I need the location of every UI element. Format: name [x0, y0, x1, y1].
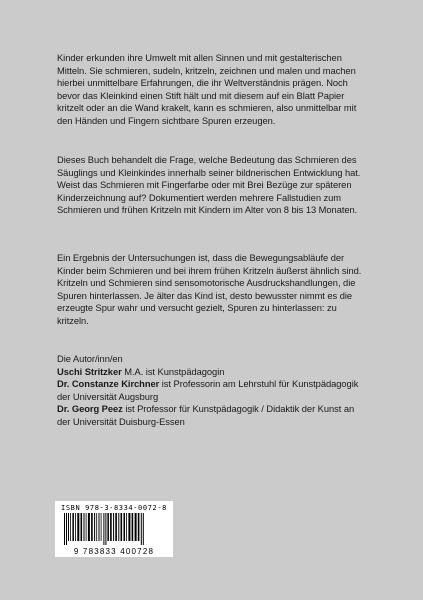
author-desc: ist Professor für Kunstpädagogik / Didaktik der Kunst an der Universität Duisburg-Essen — [57, 404, 355, 427]
paragraph-topic: Dieses Buch behandelt die Frage, welche Bedeutung das Schmieren des Säuglings und Kleinkindes innerhalb seiner bildnerischen Entwicklung hat. Weist das Schmieren mit Fingerfarbe oder mit Brei Bezüge zur späteren Kinderzeichnung auf? Dokumentiert werden mehrere Fallstudien zum Schmieren und frühen Kritzeln mit Kindern im Alter von 8 bis 13 Monaten. — [57, 155, 361, 216]
isbn-barcode — [55, 501, 173, 557]
barcode-bar — [101, 513, 102, 541]
barcode-bar — [96, 513, 97, 541]
barcode-bar — [143, 513, 144, 545]
barcode-bar — [70, 513, 71, 541]
author-entry — [57, 366, 369, 379]
authors-heading: Die Autor/inn/en — [57, 354, 123, 364]
barcode-bar — [118, 513, 119, 541]
author-desc: ist Professorin am Lehrstuhl für Kunstpädagogik der Universität Augsburg — [57, 379, 359, 402]
barcode-bar — [77, 513, 79, 541]
barcode-bar — [115, 513, 117, 541]
author-name: Dr. Georg Peez — [57, 404, 123, 415]
barcode-bar — [88, 513, 90, 541]
barcode-bar — [135, 513, 137, 541]
paragraph-intro: Kinder erkunden ihre Umwelt mit allen Sinnen und mit gestalterischen Mitteln. Sie schmieren, sudeln, kritzeln, zeichnen und malen und machen hierbei unmittelbare Erfahrungen, die ihr Weltverständnis prägen. Noch bevor das Kleinkind einen Stift hält und mit diesem auf ein Blatt Papier kritzelt oder an die Wand krakelt, kann es schmieren, also unmittelbar mit den Händen und Fingern sichtbare Spuren erzeugen. — [57, 53, 357, 126]
barcode-bar — [99, 513, 100, 541]
barcode-bar — [105, 513, 106, 545]
barcode-bar — [91, 513, 93, 541]
barcode-bar — [72, 513, 74, 541]
barcode-bar — [66, 513, 67, 545]
author-desc: M.A. ist Kunstpädagogin — [124, 366, 225, 377]
barcode-bar — [86, 513, 87, 541]
author-name: Dr. Constanze Kirchner — [57, 379, 160, 390]
barcode-bar — [64, 513, 65, 545]
barcode-bar — [128, 513, 130, 541]
barcode-bar — [103, 513, 104, 545]
author-entry — [57, 403, 369, 428]
paragraph-result: Ein Ergebnis der Untersuchungen ist, dass die Bewegungsabläufe der Kinder beim Schmieren und bei ihrem frühen Kritzeln äußerst ähnlich sind. Kritzeln und Schmieren sind sensomotorische Ausdruckshandlungen, die Spuren hinterlassen. Je älter das Kind ist, desto bewusster nimmt es die erzeugte Spur wahr und versucht gezielt, Spuren zu hinterlassen: zu kritzeln. — [57, 253, 362, 326]
barcode-bar — [81, 513, 83, 541]
barcode-bar — [141, 513, 142, 545]
barcode-bars — [64, 513, 164, 545]
barcode-bar — [126, 513, 127, 541]
isbn-label: ISBN 978-3-8334-0072-8 — [61, 504, 167, 512]
barcode-bar — [94, 513, 95, 541]
barcode-bar — [75, 513, 76, 541]
ean-number: 9 783833 400728 — [73, 547, 155, 556]
barcode-bar — [124, 513, 126, 541]
author-entry — [57, 378, 369, 403]
barcode-bar — [68, 513, 69, 541]
barcode-bar — [107, 513, 109, 541]
barcode-bar — [110, 513, 112, 541]
author-name: Uschi Stritzker — [57, 366, 122, 377]
barcode-bar — [121, 513, 123, 541]
authors-section — [57, 353, 369, 429]
barcode-bar — [138, 513, 140, 541]
barcode-bar — [84, 513, 85, 541]
barcode-bar — [113, 513, 114, 541]
barcode-bar — [132, 513, 134, 541]
